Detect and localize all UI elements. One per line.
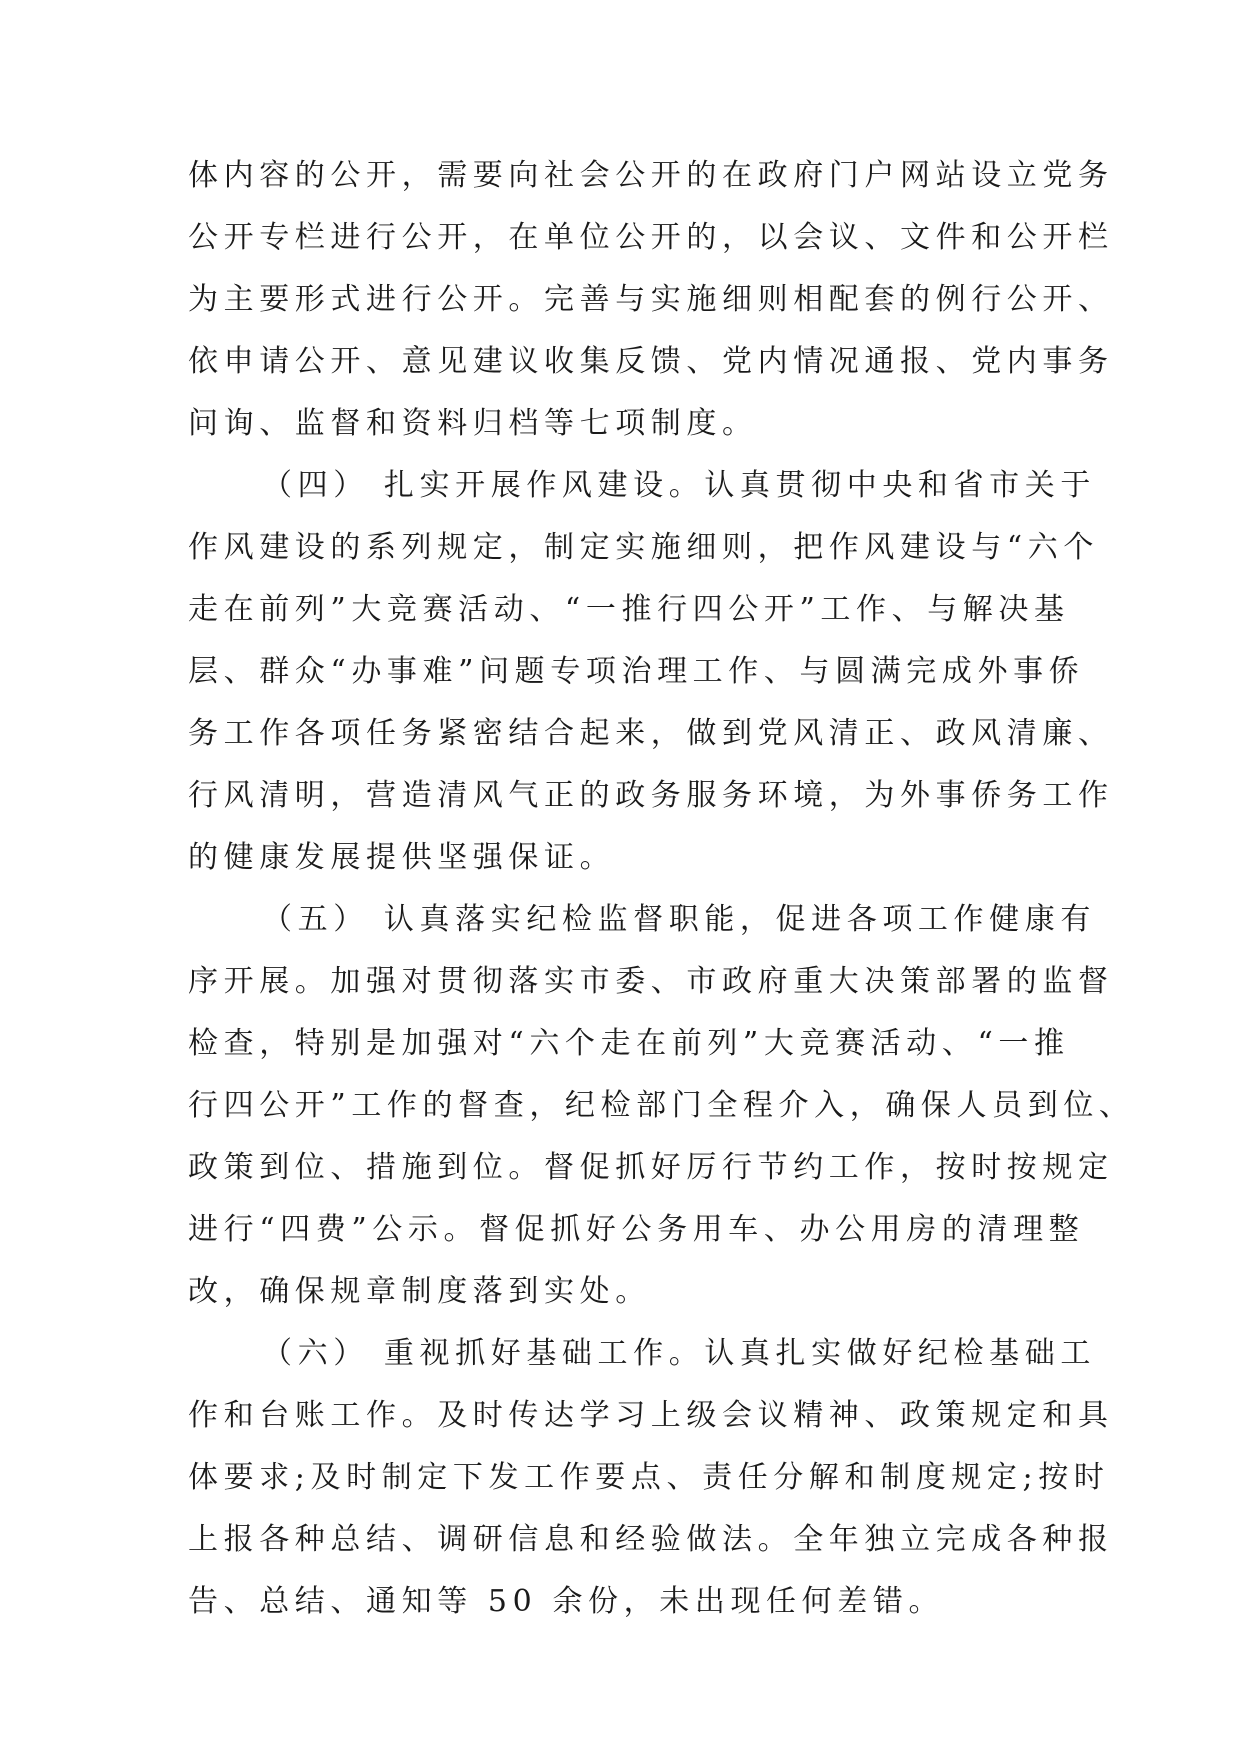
text-line: 的健康发展提供坚强保证。 [188,840,616,875]
text-line: 政策到位、措施到位。督促抓好厉行节约工作，按时按规定 [188,1150,1114,1185]
text-line: 问询、监督和资料归档等七项制度。 [188,406,758,441]
section-5-heading-line: （五） 认真落实纪检监督职能，促进各项工作健康有 [262,902,1096,937]
section-6-heading-line: （六） 重视抓好基础工作。认真扎实做好纪检基础工 [262,1336,1096,1371]
text-line: 务工作各项任务紧密结合起来，做到党风清正、政风清廉、 [188,716,1114,751]
text-line: 层、群众“办事难”问题专项治理工作、与圆满完成外事侨 [188,654,1085,689]
text-line: 作风建设的系列规定，制定实施细则，把作风建设与“六个 [188,530,1099,565]
text-line: 体要求;及时制定下发工作要点、责任分解和制度规定;按时 [188,1460,1110,1495]
text-line: 行风清明，营造清风气正的政务服务环境，为外事侨务工作 [188,778,1114,813]
text-line: 改，确保规章制度落到实处。 [188,1274,651,1309]
section-4-heading-line: （四） 扎实开展作风建设。认真贯彻中央和省市关于 [262,468,1096,503]
text-line: 序开展。加强对贯彻落实市委、市政府重大决策部署的监督 [188,964,1114,999]
text-line: 作和台账工作。及时传达学习上级会议精神、政策规定和具 [188,1398,1114,1433]
text-line: 进行“四费”公示。督促抓好公务用车、办公用房的清理整 [188,1212,1085,1247]
text-line: 公开专栏进行公开，在单位公开的，以会议、文件和公开栏 [188,220,1114,255]
text-line: 依申请公开、意见建议收集反馈、党内情况通报、党内事务 [188,344,1114,379]
text-line: 为主要形式进行公开。完善与实施细则相配套的例行公开、 [188,282,1114,317]
text-line: 告、总结、通知等 50 余份，未出现任何差错。 [188,1584,945,1619]
text-line: 走在前列”大竞赛活动、“一推行四公开”工作、与解决基 [188,592,1070,627]
text-line: 行四公开”工作的督查，纪检部门全程介入，确保人员到位、 [188,1088,1135,1123]
text-line: 体内容的公开，需要向社会公开的在政府门户网站设立党务 [188,158,1114,193]
text-line: 检查，特别是加强对“六个走在前列”大竞赛活动、“一推 [188,1026,1070,1061]
text-line: 上报各种总结、调研信息和经验做法。全年独立完成各种报 [188,1522,1114,1557]
